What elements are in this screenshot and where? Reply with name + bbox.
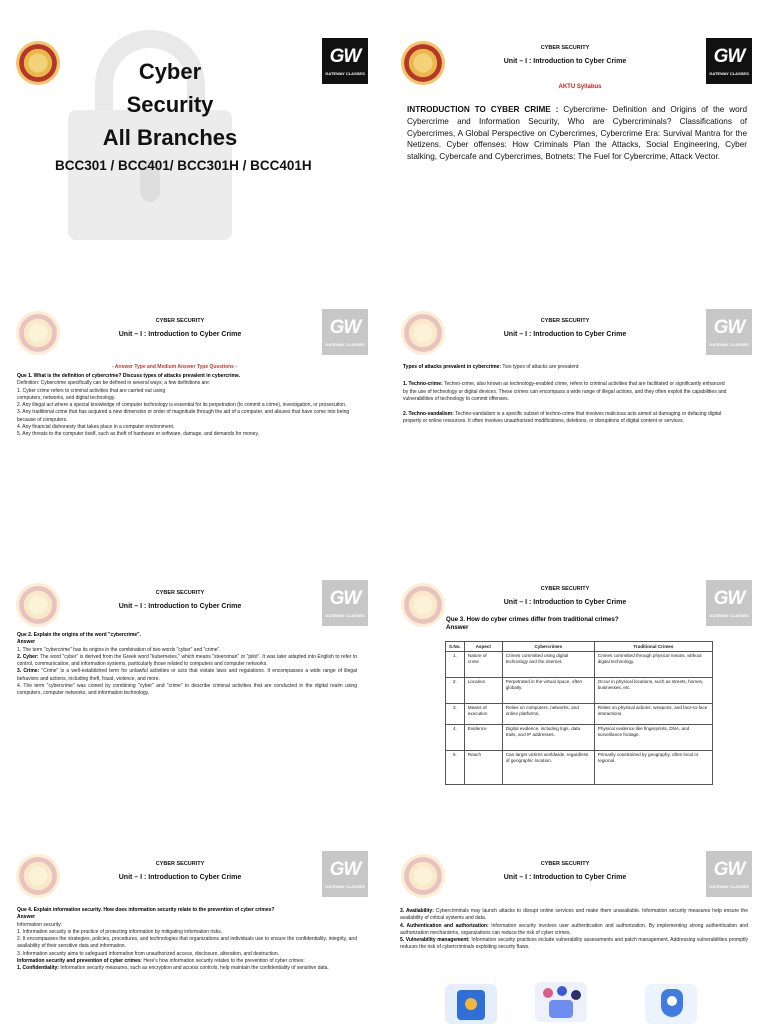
- course-codes: BCC301 / BCC401/ BCC301H / BCC401H: [55, 158, 312, 173]
- university-logo: [16, 311, 60, 355]
- table-cell: 1.: [446, 651, 465, 677]
- table-cell: Location: [464, 677, 502, 703]
- gw-logo-subtitle: GATEWAY CLASSES: [709, 342, 749, 347]
- gw-logo-text: GW: [713, 46, 745, 67]
- cover-title-line: All Branches: [102, 125, 238, 150]
- gateway-classes-logo: [322, 309, 368, 355]
- unit-header: Unit – I : Introduction to Cyber Crime: [503, 599, 627, 606]
- table-cell: Can target victims worldwide, regardless of geographic location.: [502, 750, 594, 784]
- paragraph: "Crime" is a well-established term for unlawful activities or acts that violate laws and regulations. It encompasses a wide range of illegal behaviors and actions, including theft, fraud, violence, and more.: [17, 668, 357, 682]
- paragraph: 4. Any financial dishonesty that takes place in a computer environment.: [17, 424, 175, 431]
- paragraph: 2. It encompasses the strategies, policies, procedures, and technologies that organizations and individuals use to ensure the confidentiality, integrity, and availability of their sensitive data and information.: [17, 936, 357, 950]
- que2-text: [17, 632, 357, 698]
- table-header-cell: S.No.: [446, 642, 465, 652]
- table-cell: Relies on computers, networks, and online platforms.: [502, 703, 594, 724]
- techno-vandalism-label: 2. Techno-vandalism:: [403, 411, 454, 418]
- vulnerability-management-label: 5. Vulnerability management:: [400, 937, 470, 944]
- answer-label: Answer: [17, 914, 36, 921]
- table-cell: Perpetrated in the virtual space, often globally.: [502, 677, 594, 703]
- table-header-cell: Traditional Crimes: [594, 642, 712, 652]
- unit-header: Unit – I : Introduction to Cyber Crime: [118, 874, 242, 881]
- course-header: CYBER SECURITY: [155, 590, 205, 596]
- gw-logo-text: GW: [713, 859, 745, 880]
- cover-title-line: Security: [126, 92, 214, 117]
- paragraph: 5. Any threats to the computer itself, such as theft of hardware or software, damage, and demands for money.: [17, 431, 259, 438]
- table-row: [446, 651, 713, 677]
- attack-types-text: [403, 364, 729, 426]
- answer-label: Answer: [17, 639, 36, 646]
- security-illustration-phone: [445, 984, 497, 1024]
- que4-heading: Que 4. Explain information security. How does information security relate to the prevention of cyber crimes?: [17, 907, 275, 913]
- paragraph: 3. Any traditional crime that has acquired a new dimension or order of magnitude through the aid of a computer, and abuses that have come into being because of computers.: [17, 409, 350, 423]
- gateway-classes-logo: [706, 38, 752, 84]
- table-row: [446, 724, 713, 750]
- unit-header: Unit – I : Introduction to Cyber Crime: [503, 331, 627, 338]
- paragraph: Definition: Cybercrime specifically can be defined in several ways; a few definitions are:: [17, 380, 211, 387]
- paragraph: computers, networks, and digital technology.: [17, 394, 116, 401]
- confidentiality-label: 1. Confidentiality:: [17, 965, 59, 972]
- table-cell: 3.: [446, 703, 465, 724]
- university-logo: [16, 583, 60, 627]
- paragraph: Techno-crime, also known as technology-enabled crime, refers to criminal activities that are facilitated or significantly enhanced by the use of technology or digital devices. These crimes can encompass a wide range of illegal actions, and they often exploit the capabilities and vulnerabilities of technology to commit offenses.: [403, 381, 727, 402]
- paragraph: Information security:: [17, 921, 63, 928]
- table-header-row: [446, 642, 713, 652]
- que4-text: [17, 907, 357, 973]
- unit-header: Unit – I : Introduction to Cyber Crime: [118, 603, 242, 610]
- person-icon: [543, 988, 553, 998]
- course-header: CYBER SECURITY: [540, 861, 590, 867]
- gw-logo-subtitle: GATEWAY CLASSES: [709, 884, 749, 889]
- course-header: CYBER SECURITY: [155, 861, 205, 867]
- table-row: [446, 750, 713, 784]
- syllabus-heading: INTRODUCTION TO CYBER CRIME :: [407, 105, 559, 114]
- paragraph: 1. The term "cybercrime" has its origins in the combination of two words "cyber" and "crime".: [17, 646, 221, 653]
- table-header-cell: Cybercrimes: [502, 642, 594, 652]
- paragraph: Two types of attacks are prevalent:: [501, 364, 580, 370]
- table-cell: Nature of crime: [464, 651, 502, 677]
- gw-logo-text: GW: [713, 588, 745, 609]
- gateway-classes-logo: [706, 309, 752, 355]
- paragraph: : Here's how information security relates to the prevention of cyber crimes:: [140, 958, 305, 965]
- syllabus-text: [407, 104, 747, 163]
- que3-heading: [446, 616, 619, 632]
- cyber-label: 2. Cyber:: [17, 653, 39, 660]
- question-type-banner: - Answer Type and Medium Answer Type Questions -: [112, 364, 238, 370]
- course-header: CYBER SECURITY: [540, 586, 590, 592]
- paragraph: 2. Any illegal act where a special knowledge of computer technology is essential for its perpetration (to commit a crime), investigation, or prosecution.: [17, 402, 347, 409]
- gateway-classes-logo: [706, 580, 752, 626]
- university-logo: [16, 854, 60, 898]
- gateway-classes-logo: [322, 851, 368, 897]
- paragraph: Information security practices include vulnerability assessments and patch management. Addressing vulnerabilities promptly reduces the risk of cybercriminals exploiting security flaws.: [400, 937, 748, 951]
- cover-title-line: Cyber: [138, 59, 202, 84]
- crime-comparison-table: [445, 641, 713, 785]
- attack-types-heading: Types of attacks prevalent in cybercrime:: [403, 364, 502, 370]
- university-logo: [16, 41, 60, 85]
- gateway-classes-logo: [322, 38, 368, 84]
- table-row: [446, 677, 713, 703]
- gw-logo-text: GW: [329, 317, 361, 338]
- table-cell: Digital evidence, including logs, data trails, and IP addresses.: [502, 724, 594, 750]
- security-illustration-team: [535, 982, 587, 1022]
- gw-logo-subtitle: GATEWAY CLASSES: [325, 613, 365, 618]
- paragraph: 1. Information security is the practice of protecting information by mitigating information risks.: [17, 928, 223, 935]
- table-cell: Occur in physical locations, such as streets, homes, businesses, etc.: [594, 677, 712, 703]
- que1-heading: Que 1. What is the definition of cybercrime? Discuss types of attacks prevalent in cybercrime.: [17, 373, 241, 379]
- gw-logo-subtitle: GATEWAY CLASSES: [709, 613, 749, 618]
- unit-header: Unit – I : Introduction to Cyber Crime: [118, 331, 242, 338]
- course-header: CYBER SECURITY: [155, 318, 205, 324]
- padlock-icon: [465, 998, 477, 1010]
- person-icon: [557, 986, 567, 996]
- table-cell: Crimes committed using digital technology and the internet.: [502, 651, 594, 677]
- paragraph: Information security involves user authentication and authorization. By implementing strong authentication and authorization mechanisms, organizations can reduce the risk of cyber crimes.: [400, 922, 748, 936]
- university-logo: [401, 311, 445, 355]
- crime-label: 3. Crime:: [17, 668, 40, 675]
- slide-cover: [0, 0, 384, 256]
- paragraph: 1. Cyber crime refers to criminal activities that are carried out using: [17, 387, 166, 394]
- gw-logo-text: GW: [329, 588, 361, 609]
- paragraph: Information security measures, such as encryption and access controls, help maintain the confidentiality of sensitive data.: [58, 965, 329, 972]
- gw-logo-text: GW: [329, 46, 361, 67]
- infosec-continued-text: [400, 908, 748, 952]
- paragraph: 3. Information security aims to safeguard information from unauthorized access, disclosure, alteration, and destruction.: [17, 950, 280, 957]
- course-header: CYBER SECURITY: [540, 45, 590, 51]
- que2-heading: Que 2. Explain the origins of the word "cybercrime".: [17, 632, 141, 638]
- table-cell: Crimes committed through physical means, without digital technology.: [594, 651, 712, 677]
- university-logo: [401, 583, 445, 627]
- unit-header: Unit – I : Introduction to Cyber Crime: [503, 58, 627, 65]
- table-cell: Physical evidence like fingerprints, DNA, and surveillance footage.: [594, 724, 712, 750]
- gw-logo-subtitle: GATEWAY CLASSES: [709, 71, 749, 76]
- unit-header: Unit – I : Introduction to Cyber Crime: [503, 874, 627, 881]
- monitor: [549, 1000, 573, 1018]
- aktu-syllabus-label: AKTU Syllabus: [558, 84, 602, 90]
- cover-title: [80, 55, 260, 154]
- table-cell: Primarily constrained by geography, often local or regional.: [594, 750, 712, 784]
- gw-logo-subtitle: GATEWAY CLASSES: [325, 71, 365, 76]
- table-cell: Means of execution: [464, 703, 502, 724]
- table-row: [446, 703, 713, 724]
- que1-text: [17, 373, 357, 439]
- check-icon: [667, 996, 677, 1006]
- gw-logo-subtitle: GATEWAY CLASSES: [325, 884, 365, 889]
- que3-title: Que 3. How do cyber crimes differ from traditional crimes?: [446, 616, 619, 623]
- availability-label: 3. Availability:: [400, 908, 434, 914]
- authentication-label: 4. Authentication and authorization:: [400, 922, 489, 929]
- paragraph: The word "cyber" is derived from the Greek word "kubernetes," which means "steersman" or "pilot". It was later adapted into English to refer to control, communication, and information systems, particularly those related to computers and computer networks.: [17, 653, 357, 668]
- paragraph: Techno-vandalism is a specific subset of techno-crime that involves malicious acts aimed at damaging or defacing digital property or online resources. It often involves unauthorized modifications, deletions, or disruptions of digital content or services.: [403, 411, 722, 425]
- table-cell: Relies on physical actions, weapons, and face-to-face interactions.: [594, 703, 712, 724]
- university-logo: [401, 854, 445, 898]
- paragraph: 4. The term "cybercrime" was coined by combining "cyber" and "crime" to describe criminal activities that are conducted in the digital realm using computers, computer networks, and information technology.: [17, 683, 357, 697]
- gw-logo-text: GW: [713, 317, 745, 338]
- person-icon: [571, 990, 581, 1000]
- table-cell: 5.: [446, 750, 465, 784]
- table-header-cell: Aspect: [464, 642, 502, 652]
- course-header: CYBER SECURITY: [540, 318, 590, 324]
- gw-logo-subtitle: GATEWAY CLASSES: [325, 342, 365, 347]
- university-logo: [401, 41, 445, 85]
- syllabus-body: Cybercrime- Definition and Origins of the word Cybercrime and Information Security, Who are Cybercriminals? Classifications of Cybercrimes, A Global Perspective on Cybercrimes, Cybercrime Era: Survival Mantra for the Netizens. Cyber offenses: How Criminals Plan the Attacks, Social Engineering, Cyber stalking, Cybercafe and Cybercrimes, Botnets: The Fuel for Cybercrime, Attack Vector.: [407, 105, 748, 162]
- answer-label: Answer: [446, 624, 469, 631]
- infosec-prevention-label: Information security and prevention of cyber crimes: [17, 958, 141, 965]
- techno-crime-label: 1. Techno-crime:: [403, 381, 443, 388]
- table-cell: Reach: [464, 750, 502, 784]
- table-cell: 4.: [446, 724, 465, 750]
- paragraph: Cybercriminals may launch attacks to disrupt online services and make them unavailable. Information security measures help ensure the availability of critical systems and data.: [400, 908, 748, 922]
- table-cell: Evidence: [464, 724, 502, 750]
- gateway-classes-logo: [322, 580, 368, 626]
- gw-logo-text: GW: [329, 859, 361, 880]
- gateway-classes-logo: [706, 851, 752, 897]
- table-cell: 2.: [446, 677, 465, 703]
- security-illustration-shield: [645, 984, 697, 1024]
